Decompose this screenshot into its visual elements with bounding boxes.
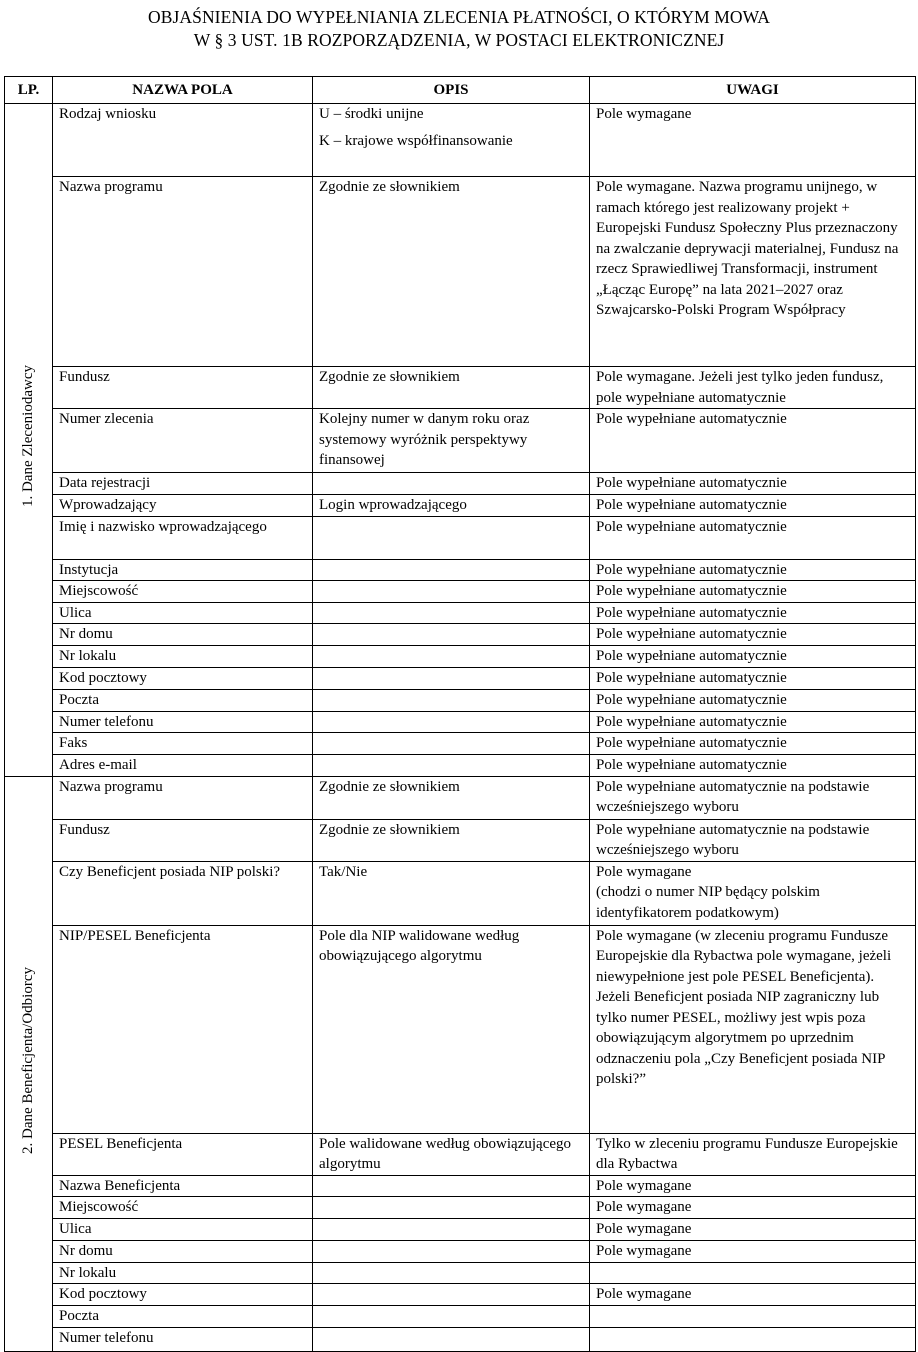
notes-text: (chodzi o numer NIP będący polskim identyfikatorem podatkowym) (596, 884, 820, 921)
description-cell (313, 1327, 590, 1351)
field-name-cell: Miejscowość (53, 1197, 313, 1219)
notes-text: Pole wymagane (596, 1199, 692, 1215)
description-cell (313, 776, 590, 819)
table-row (5, 646, 916, 668)
notes-cell (590, 1306, 916, 1328)
section-label: 2. Dane Beneficjenta/Odbiorcy (20, 966, 37, 1154)
notes-cell (590, 861, 916, 925)
section-label: 1. Dane Zleceniodawcy (20, 365, 37, 508)
notes-text: Pole wypełniane automatycznie (596, 497, 787, 513)
table-row (5, 1175, 916, 1197)
notes-text: Pole wymagane (596, 1177, 692, 1194)
table-row (5, 668, 916, 690)
notes-cell (590, 733, 916, 755)
notes-cell (590, 755, 916, 777)
notes-cell (590, 104, 916, 177)
description-cell (313, 602, 590, 624)
description-text: Zgodnie ze słownikiem (319, 778, 460, 795)
table-row (5, 733, 916, 755)
field-name-cell: Numer telefonu (53, 1327, 313, 1351)
notes-text: Pole wypełniane automatycznie (596, 713, 787, 730)
table-row (5, 861, 916, 925)
notes-text: Pole wypełniane automatycznie (596, 561, 787, 578)
description-cell (313, 624, 590, 646)
description-cell (313, 733, 590, 755)
field-name-cell: PESEL Beneficjenta (53, 1133, 313, 1175)
notes-cell (590, 646, 916, 668)
field-name-cell: Numer zlecenia (53, 409, 313, 473)
notes-cell (590, 581, 916, 603)
description-cell (313, 516, 590, 559)
table-row (5, 1133, 916, 1175)
notes-cell (590, 925, 916, 1133)
notes-text: Jeżeli Beneficjent posiada NIP zagraniczny lub tylko numer PESEL, możliwy jest wpis poza obowiązującym algorytmem po uprzednim odznaczeniu pola „Czy Beneficjent posiada NIP polski?” (596, 989, 885, 1087)
notes-cell (590, 624, 916, 646)
description-cell (313, 1197, 590, 1219)
table-row (5, 516, 916, 559)
field-name-cell: Czy Beneficjent posiada NIP polski? (53, 861, 313, 925)
notes-cell (590, 1133, 916, 1175)
description-text: Tak/Nie (319, 863, 368, 880)
table-row (5, 624, 916, 646)
notes-text: Pole wypełniane automatycznie (596, 626, 787, 642)
field-name-cell: Fundusz (53, 367, 313, 409)
table-row (5, 1327, 916, 1351)
table-row (5, 367, 916, 409)
description-cell (313, 1306, 590, 1328)
field-name-cell: Numer telefonu (53, 711, 313, 733)
field-name-cell: Nazwa programu (53, 177, 313, 367)
field-name-cell: Nr domu (53, 624, 313, 646)
notes-cell (590, 1219, 916, 1241)
notes-cell (590, 776, 916, 819)
field-name-cell: Nazwa Beneficjenta (53, 1175, 313, 1197)
notes-cell (590, 668, 916, 690)
table-row (5, 776, 916, 819)
description-text: Pole dla NIP walidowane według obowiązującego algorytmu (319, 927, 520, 964)
notes-cell (590, 1175, 916, 1197)
description-cell (313, 1262, 590, 1284)
table-row (5, 819, 916, 861)
table-header-row (5, 77, 916, 104)
section-label-cell (5, 104, 53, 777)
description-cell (313, 1133, 590, 1175)
notes-text: Pole wypełniane automatycznie (596, 735, 787, 751)
field-name-cell: Data rejestracji (53, 473, 313, 495)
notes-cell (590, 711, 916, 733)
description-text: Zgodnie ze słownikiem (319, 369, 460, 385)
field-name-cell: Ulica (53, 602, 313, 624)
table-body (5, 104, 916, 1352)
notes-cell (590, 473, 916, 495)
table-row (5, 711, 916, 733)
field-name-cell: Ulica (53, 1219, 313, 1241)
description-cell (313, 1219, 590, 1241)
notes-cell (590, 1241, 916, 1263)
notes-text: Pole wypełniane automatycznie na podstawie wcześniejszego wyboru (596, 778, 870, 815)
table-row (5, 559, 916, 581)
field-name-cell: NIP/PESEL Beneficjenta (53, 925, 313, 1133)
notes-cell (590, 1327, 916, 1351)
description-text: U – środki unijne (319, 106, 424, 122)
field-name-cell: Nr lokalu (53, 1262, 313, 1284)
notes-text: Pole wymagane (596, 863, 692, 880)
table-row (5, 755, 916, 777)
description-cell (313, 861, 590, 925)
notes-text: Pole wypełniane automatycznie (596, 604, 787, 621)
field-name-cell: Rodzaj wniosku (53, 104, 313, 177)
notes-text: Pole wypełniane automatycznie (596, 583, 787, 599)
description-cell (313, 711, 590, 733)
notes-text: Pole wypełniane automatycznie (596, 691, 787, 708)
table-row (5, 104, 916, 177)
field-name-cell: Nr domu (53, 1241, 313, 1263)
notes-cell (590, 409, 916, 473)
description-cell (313, 177, 590, 367)
description-cell (313, 367, 590, 409)
section-label-cell (5, 776, 53, 1351)
field-name-cell: Poczta (53, 689, 313, 711)
notes-text: Pole wypełniane automatycznie (596, 757, 787, 773)
table-row (5, 1197, 916, 1219)
fields-table (4, 76, 916, 1352)
description-cell (313, 495, 590, 517)
notes-cell (590, 689, 916, 711)
notes-text: Pole wypełniane automatycznie na podstawie wcześniejszego wyboru (596, 821, 870, 858)
description-cell (313, 473, 590, 495)
table-row (5, 495, 916, 517)
field-name-cell: Imię i nazwisko wprowadzającego (53, 516, 313, 559)
notes-cell (590, 177, 916, 367)
description-cell (313, 104, 590, 177)
notes-cell (590, 559, 916, 581)
header-description: OPIS (313, 77, 590, 104)
field-name-cell: Instytucja (53, 559, 313, 581)
description-cell (313, 755, 590, 777)
field-name-cell: Nr lokalu (53, 646, 313, 668)
notes-cell (590, 495, 916, 517)
notes-text: Pole wypełniane automatycznie (596, 475, 787, 491)
description-text: Login wprowadzającego (319, 497, 467, 513)
header-notes: UWAGI (590, 77, 916, 104)
field-name-cell: Faks (53, 733, 313, 755)
notes-text: Pole wymagane. Nazwa programu unijnego, w ramach którego jest realizowany projekt + Europejski Fundusz Społeczny Plus przeznaczony na zwalczanie deprywacji materialnej, Fundusz na rzecz Sprawiedliwej Transformacji, instrument „Łącząc Europę” na lata 2021–2027 oraz Szwajcarsko-Polski Program Współpracy (596, 179, 899, 318)
table-row (5, 1284, 916, 1306)
notes-text: Pole wymagane (w zleceniu programu Fundusze Europejskie dla Rybactwa pole wymagane, jeżeli niewypełnione jest pole PESEL Beneficjenta). (596, 927, 892, 985)
notes-cell (590, 1197, 916, 1219)
description-cell (313, 668, 590, 690)
table-row (5, 409, 916, 473)
document-title (0, 6, 918, 52)
notes-cell (590, 516, 916, 559)
table-row (5, 1241, 916, 1263)
notes-cell (590, 819, 916, 861)
field-name-cell: Kod pocztowy (53, 668, 313, 690)
description-cell (313, 689, 590, 711)
notes-cell (590, 1284, 916, 1306)
description-text: K – krajowe współfinansowanie (319, 132, 513, 149)
field-name-cell: Adres e-mail (53, 755, 313, 777)
notes-text: Pole wypełniane automatycznie (596, 670, 787, 686)
table-row (5, 1306, 916, 1328)
description-cell (313, 581, 590, 603)
description-cell (313, 925, 590, 1133)
notes-text: Pole wypełniane automatycznie (596, 648, 787, 664)
field-name-cell: Wprowadzający (53, 495, 313, 517)
notes-text: Pole wymagane (596, 1221, 692, 1237)
notes-text: Pole wypełniane automatycznie (596, 518, 787, 535)
table-row (5, 602, 916, 624)
notes-cell (590, 367, 916, 409)
description-text: Zgodnie ze słownikiem (319, 179, 460, 195)
table-row (5, 1219, 916, 1241)
table-row (5, 581, 916, 603)
header-lp: LP. (5, 77, 53, 104)
notes-text: Pole wypełniane automatycznie (596, 411, 787, 427)
notes-cell (590, 1262, 916, 1284)
notes-text: Pole wymagane (596, 1243, 692, 1259)
description-cell (313, 559, 590, 581)
field-name-cell: Fundusz (53, 819, 313, 861)
description-text: Kolejny numer w danym roku oraz systemowy wyróżnik perspektywy finansowej (319, 411, 530, 468)
table-row (5, 473, 916, 495)
description-cell (313, 1241, 590, 1263)
notes-text: Pole wymagane. Jeżeli jest tylko jeden fundusz, pole wypełniane automatycznie (596, 369, 884, 406)
field-name-cell: Nazwa programu (53, 776, 313, 819)
field-name-cell: Poczta (53, 1306, 313, 1328)
title-line-2: W § 3 UST. 1B ROZPORZĄDZENIA, W POSTACI ELEKTRONICZNEJ (193, 30, 725, 50)
notes-text: Pole wymagane (596, 1286, 692, 1302)
table-row (5, 689, 916, 711)
description-cell (313, 1284, 590, 1306)
field-name-cell: Kod pocztowy (53, 1284, 313, 1306)
notes-text: Tylko w zleceniu programu Fundusze Europejskie dla Rybactwa (596, 1135, 898, 1172)
notes-text: Pole wymagane (596, 106, 692, 122)
notes-cell (590, 602, 916, 624)
table-row (5, 177, 916, 367)
header-field-name: NAZWA POLA (53, 77, 313, 104)
field-name-cell: Miejscowość (53, 581, 313, 603)
description-cell (313, 1175, 590, 1197)
title-line-1: OBJAŚNIENIA DO WYPEŁNIANIA ZLECENIA PŁATNOŚCI, O KTÓRYM MOWA (147, 7, 771, 27)
description-text: Zgodnie ze słownikiem (319, 821, 460, 838)
description-cell (313, 819, 590, 861)
description-cell (313, 646, 590, 668)
table-row (5, 1262, 916, 1284)
table-row (5, 925, 916, 1133)
description-cell (313, 409, 590, 473)
description-text: Pole walidowane według obowiązującego algorytmu (319, 1135, 572, 1172)
